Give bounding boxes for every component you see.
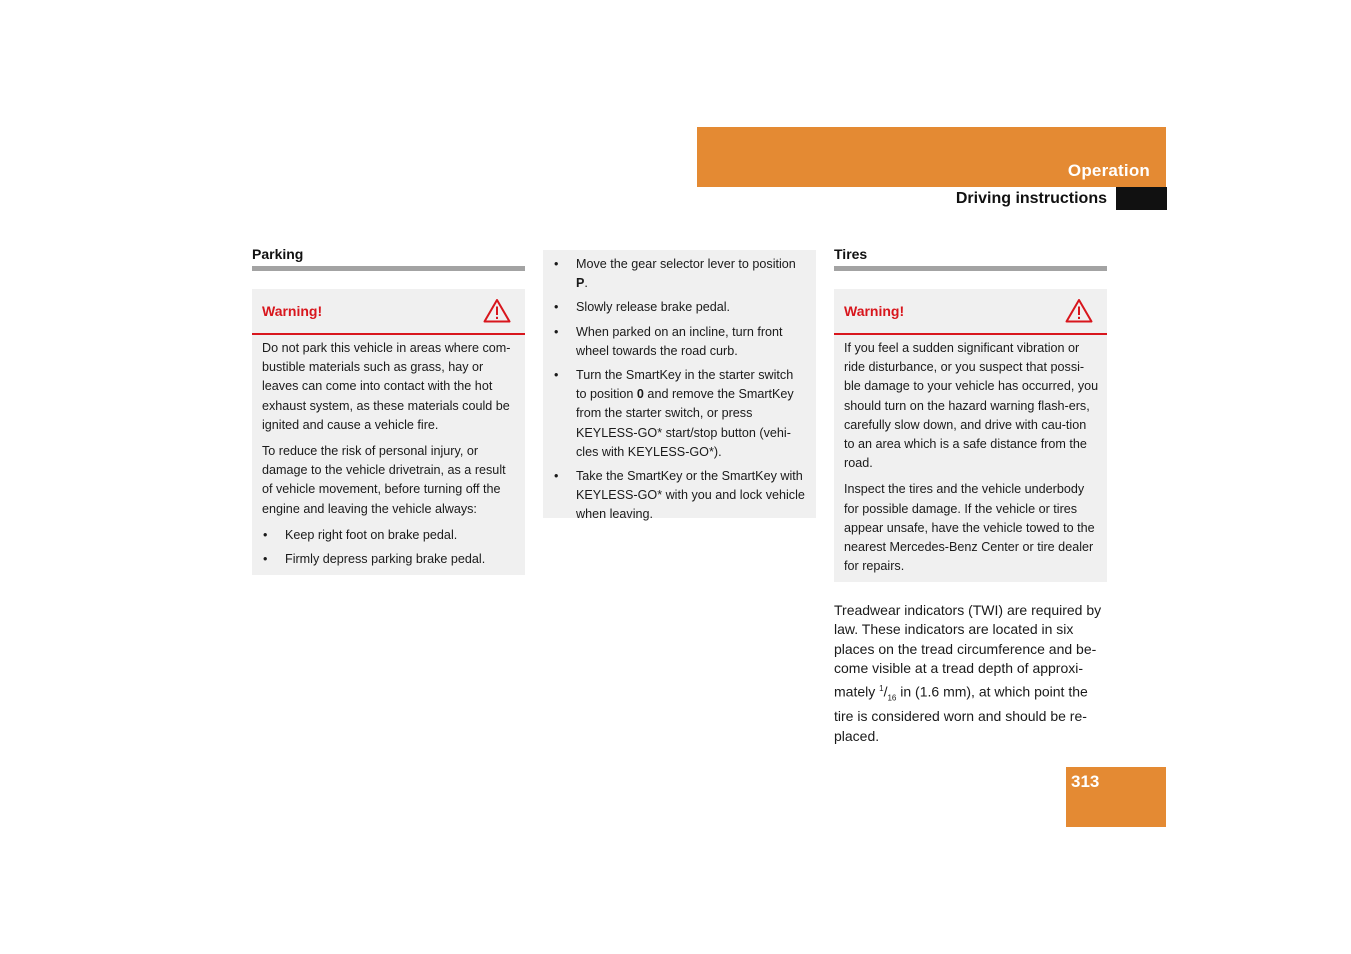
list-item <box>262 526 517 545</box>
warning-paragraph: If you feel a sudden significant vibration or ride disturbance, or you suspect that possi-ble damage to your vehicle has occurred, you should turn on the hazard warning flash-ers, carefully slow down, and drive with cau-tion to an area which is a safe distance from the road. <box>844 341 1099 471</box>
warning-paragraph: Inspect the tires and the vehicle underbody for possible damage. If the vehicle or tires appear unsafe, have the vehicle towed to the nearest Mercedes-Benz Center or tire dealer for repairs. <box>844 482 1095 574</box>
fraction-slash: / <box>883 683 888 700</box>
paragraph-text: Treadwear indicators (TWI) are required by law. These indicators are located in six places on the tread circumference and be-come visible at a tread depth of approxi-mately <box>834 602 1102 700</box>
parking-steps-box <box>543 250 816 522</box>
list-item <box>553 467 806 525</box>
treadwear-paragraph <box>834 601 1108 746</box>
paragraph-text: in (1.6 mm), at which point the tire is considered worn and should be re-placed. <box>834 683 1088 744</box>
header-bar <box>697 127 1166 187</box>
list-item-text: Take the SmartKey or the SmartKey with KEYLESS-GO* with you and lock vehicle when leaving. <box>576 469 805 522</box>
parking-rule <box>252 266 525 271</box>
thumb-tab <box>1116 187 1167 210</box>
page-number: 313 <box>1071 772 1100 791</box>
bullet-icon: • <box>554 300 559 315</box>
bullet-icon: • <box>554 368 559 383</box>
fraction-numerator: 1 <box>879 683 884 693</box>
list-item <box>553 255 806 293</box>
list-item-text: and remove the SmartKey from the starter switch, or press KEYLESS-GO* start/stop button (vehi-cles with KEYLESS-GO*). <box>576 387 794 459</box>
fraction-denominator: 16 <box>887 693 897 703</box>
list-item-text: Turn the SmartKey in the starter switch to position <box>576 368 794 402</box>
warning-triangle-icon <box>483 298 511 323</box>
gear-position-value: P <box>576 276 585 291</box>
bullet-icon: • <box>554 257 559 271</box>
warning-header <box>834 289 1107 335</box>
list-item <box>553 323 806 361</box>
warning-body <box>252 335 525 569</box>
switch-position-value: 0 <box>636 387 644 402</box>
warning-triangle-icon <box>1065 298 1093 323</box>
bullet-icon: • <box>554 469 559 484</box>
list-item-text: When parked on an incline, turn front wheel towards the road curb. <box>576 324 783 358</box>
section-title: Operation <box>1067 161 1150 180</box>
bullet-icon: • <box>263 552 268 567</box>
list-item-text: . <box>584 276 588 291</box>
list-item <box>262 550 517 569</box>
list-item-text: Slowly release brake pedal. <box>576 300 731 315</box>
warning-paragraph: To reduce the risk of personal injury, or damage to the vehicle drivetrain, as a result of vehicle movement, before turning off the engine and leaving the vehicle always: <box>262 444 506 516</box>
list-item-text: Firmly depress parking brake pedal. <box>285 552 486 567</box>
list-item <box>553 298 806 317</box>
bullet-icon: • <box>263 527 268 542</box>
warning-body <box>834 335 1107 576</box>
bullet-icon: • <box>554 324 559 339</box>
page-number-box <box>1066 767 1166 827</box>
warning-label: Warning! <box>262 303 323 319</box>
warning-header <box>252 289 525 335</box>
tires-warning-box <box>834 289 1107 582</box>
list-item <box>553 366 806 462</box>
tires-rule <box>834 266 1107 271</box>
list-item-text: Keep right foot on brake pedal. <box>285 527 458 542</box>
warning-paragraph: Do not park this vehicle in areas where com-bustible materials such as grass, hay or leaves can come into contact with the hot exhaust system, as these materials could be ignited and cause a vehicle fire. <box>262 341 511 432</box>
parking-warning-box <box>252 289 525 575</box>
tires-heading: Tires <box>834 246 868 262</box>
parking-heading: Parking <box>252 246 304 262</box>
warning-label: Warning! <box>844 303 905 319</box>
subsection-title: Driving instructions <box>955 190 1107 207</box>
list-item-text: Move the gear selector lever to position <box>576 257 796 271</box>
